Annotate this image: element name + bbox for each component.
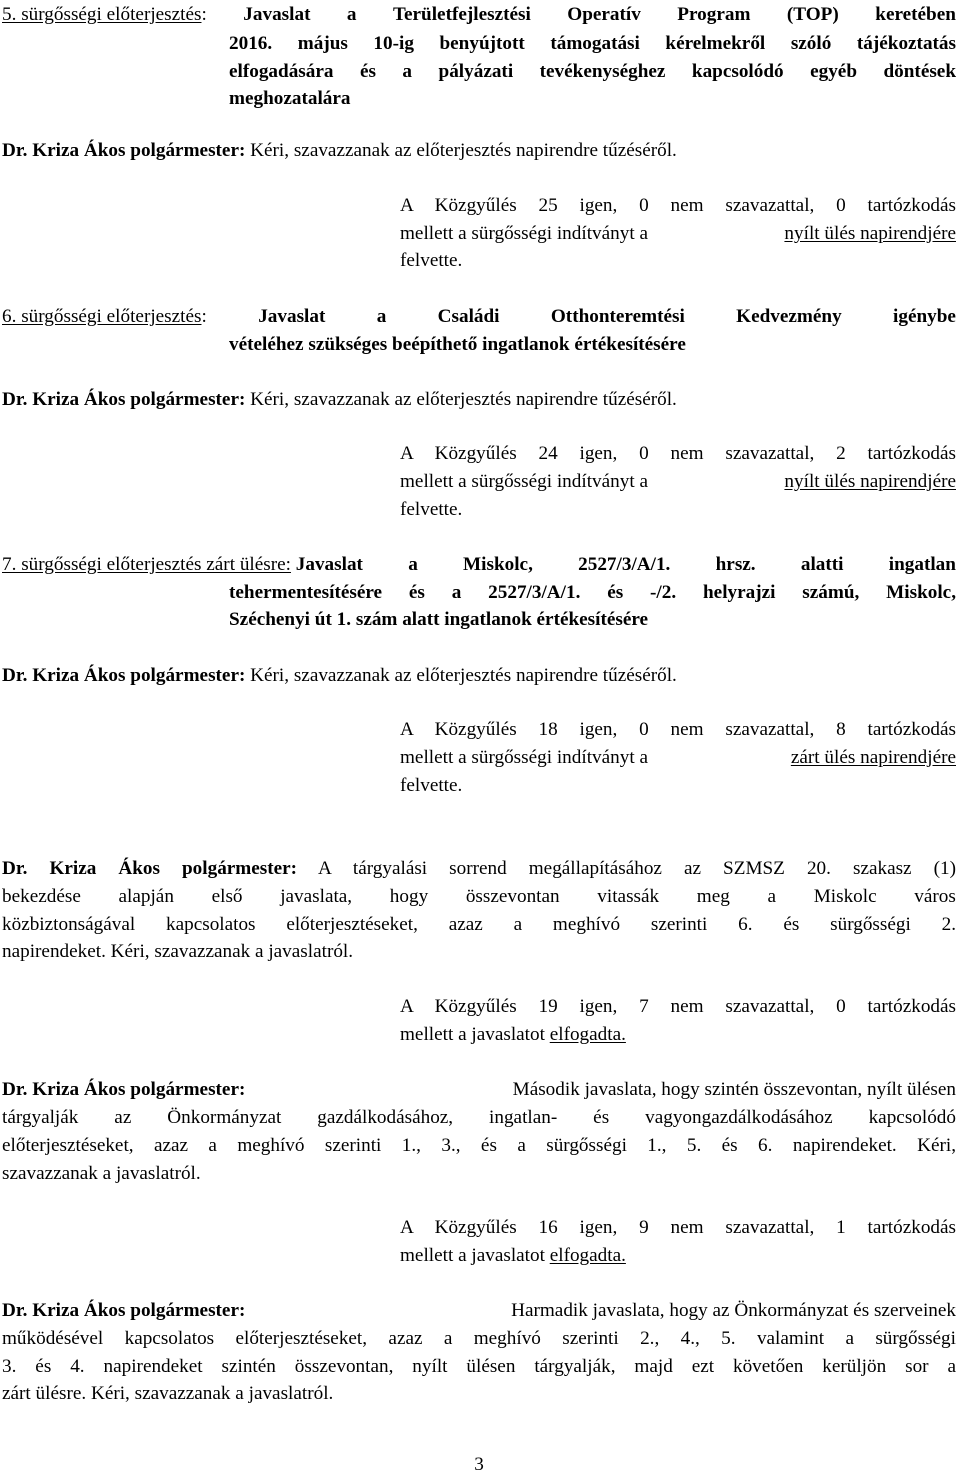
vote-8-result: elfogadta.	[549, 1024, 626, 1045]
vote-6-line1: A Közgyűlés 24 igen, 0 nem szavazattal, 2 tartózkodás	[400, 443, 956, 464]
para-1-line3: közbiztonságával kapcsolatos előterjesztéseket, azaz a meghívó szerinti 6. és sürgősségi 2.	[2, 914, 956, 935]
item-5-title-line2: 2016. május 10-ig benyújtott támogatási kérelmekről szóló tájékoztatás	[229, 33, 956, 54]
vote-5-line3: felvette.	[400, 250, 463, 271]
para-1-line2: bekezdése alapján első javaslata, hogy összevontan vitassák meg a Miskolc város	[2, 886, 956, 907]
item-5-heading: 5. sürgősségi előterjesztés: Javaslat a Területfejlesztési Operatív Program (TOP) keretében	[2, 2, 956, 28]
para-2-line2: tárgyalják az Önkormányzat gazdálkodásához, ingatlan- és vagyongazdálkodásához kapcsolódó	[2, 1107, 956, 1128]
vote-5-line1: A Közgyűlés 25 igen, 0 nem szavazattal, 0 tartózkodás	[400, 195, 956, 216]
item-7-title-line3: Széchenyi út 1. szám alatt ingatlanok értékesítésére	[229, 609, 649, 630]
vote-7-line3: felvette.	[400, 775, 463, 796]
speaker-statement-6: Dr. Kriza Ákos polgármester: Kéri, szavazzanak az előterjesztés napirendre tűzéséről.	[2, 389, 677, 410]
item-6-heading: 6. sürgősségi előterjesztés: Javaslat a Családi Otthonteremtési Kedvezmény igénybe	[2, 306, 956, 327]
vote-8-line2: mellett a javaslatot elfogadta.	[400, 1024, 626, 1045]
item-5-title-w0: Javaslat	[243, 4, 311, 25]
para-3-line3: 3. és 4. napirendeket szintén összevontan, nyílt ülésen tárgyalják, majd ezt követően kerüljön sor a	[2, 1356, 956, 1377]
para-2-line4: szavazzanak a javaslatról.	[2, 1163, 201, 1184]
document-page	[2, 0, 956, 1478]
para-1-line1: Dr. Kriza Ákos polgármester: A tárgyalási sorrend megállapításához az SZMSZ 20. szakasz (1)	[2, 858, 956, 879]
item-5-title-line3: elfogadására és a pályázati tevékenységhez kapcsolódó egyéb döntések	[229, 61, 956, 82]
item-7-heading: 7. sürgősségi előterjesztés zárt ülésre: Javaslat a Miskolc, 2527/3/A/1. hrsz. alatti ingatlan	[2, 554, 956, 575]
item-7-title-line2: tehermentesítésére és a 2527/3/A/1. és -/2. helyrajzi számú, Miskolc,	[229, 582, 956, 603]
item-6-title-line2: vételéhez szükséges beépíthető ingatlanok értékesítésére	[229, 334, 686, 355]
page-number: 3	[474, 1454, 484, 1475]
item-5-title-line4: meghozatalára	[229, 88, 351, 109]
vote-6-line3: felvette.	[400, 499, 463, 520]
para-3-line4: zárt ülésre. Kéri, szavazzanak a javaslatról.	[2, 1383, 334, 1404]
para-2-line3: előterjesztéseket, azaz a meghívó szerinti 1., 3., és a sürgősségi 1., 5. és 6. napirendeket. Kéri,	[2, 1135, 956, 1156]
vote-7-agenda: zárt ülés napirendjére	[790, 747, 956, 768]
para-3-line2: működésével kapcsolatos előterjesztéseket, azaz a meghívó szerinti 2., 4., 5. valamint a sürgősségi	[2, 1328, 956, 1349]
vote-9-line1: A Közgyűlés 16 igen, 9 nem szavazattal, 1 tartózkodás	[400, 1217, 956, 1238]
vote-7-line2: mellett a sürgősségi indítványt a zárt ülés napirendjére	[400, 745, 956, 771]
vote-8-line1: A Közgyűlés 19 igen, 7 nem szavazattal, 0 tartózkodás	[400, 996, 956, 1017]
vote-6-line2: mellett a sürgősségi indítványt a nyílt ülés napirendjére	[400, 469, 956, 495]
para-1-line4: napirendeket. Kéri, szavazzanak a javaslatról.	[2, 941, 354, 962]
vote-7-line1: A Közgyűlés 18 igen, 0 nem szavazattal, 8 tartózkodás	[400, 719, 956, 740]
vote-6-agenda: nyílt ülés napirendjére	[784, 471, 956, 492]
vote-9-result: elfogadta.	[549, 1245, 626, 1266]
speaker-statement-5: Dr. Kriza Ákos polgármester: Kéri, szavazzanak az előterjesztés napirendre tűzéséről.	[2, 140, 677, 161]
para-3-line1: Dr. Kriza Ákos polgármester: Harmadik javaslata, hogy az Önkormányzat és szerveinek	[2, 1300, 956, 1321]
speaker-statement-7: Dr. Kriza Ákos polgármester: Kéri, szavazzanak az előterjesztés napirendre tűzéséről.	[2, 665, 677, 686]
vote-5-agenda: nyílt ülés napirendjére	[784, 223, 956, 244]
item-5-label: 5. sürgősségi előterjesztés	[2, 4, 202, 25]
vote-9-line2: mellett a javaslatot elfogadta.	[400, 1245, 626, 1266]
para-2-line1: Dr. Kriza Ákos polgármester: Második javaslata, hogy szintén összevontan, nyílt ülésen	[2, 1079, 956, 1100]
vote-5-line2: mellett a sürgősségi indítványt a nyílt ülés napirendjére	[400, 221, 956, 247]
item-7-label: 7. sürgősségi előterjesztés zárt ülésre:	[2, 554, 291, 575]
item-6-label: 6. sürgősségi előterjesztés	[2, 306, 202, 327]
